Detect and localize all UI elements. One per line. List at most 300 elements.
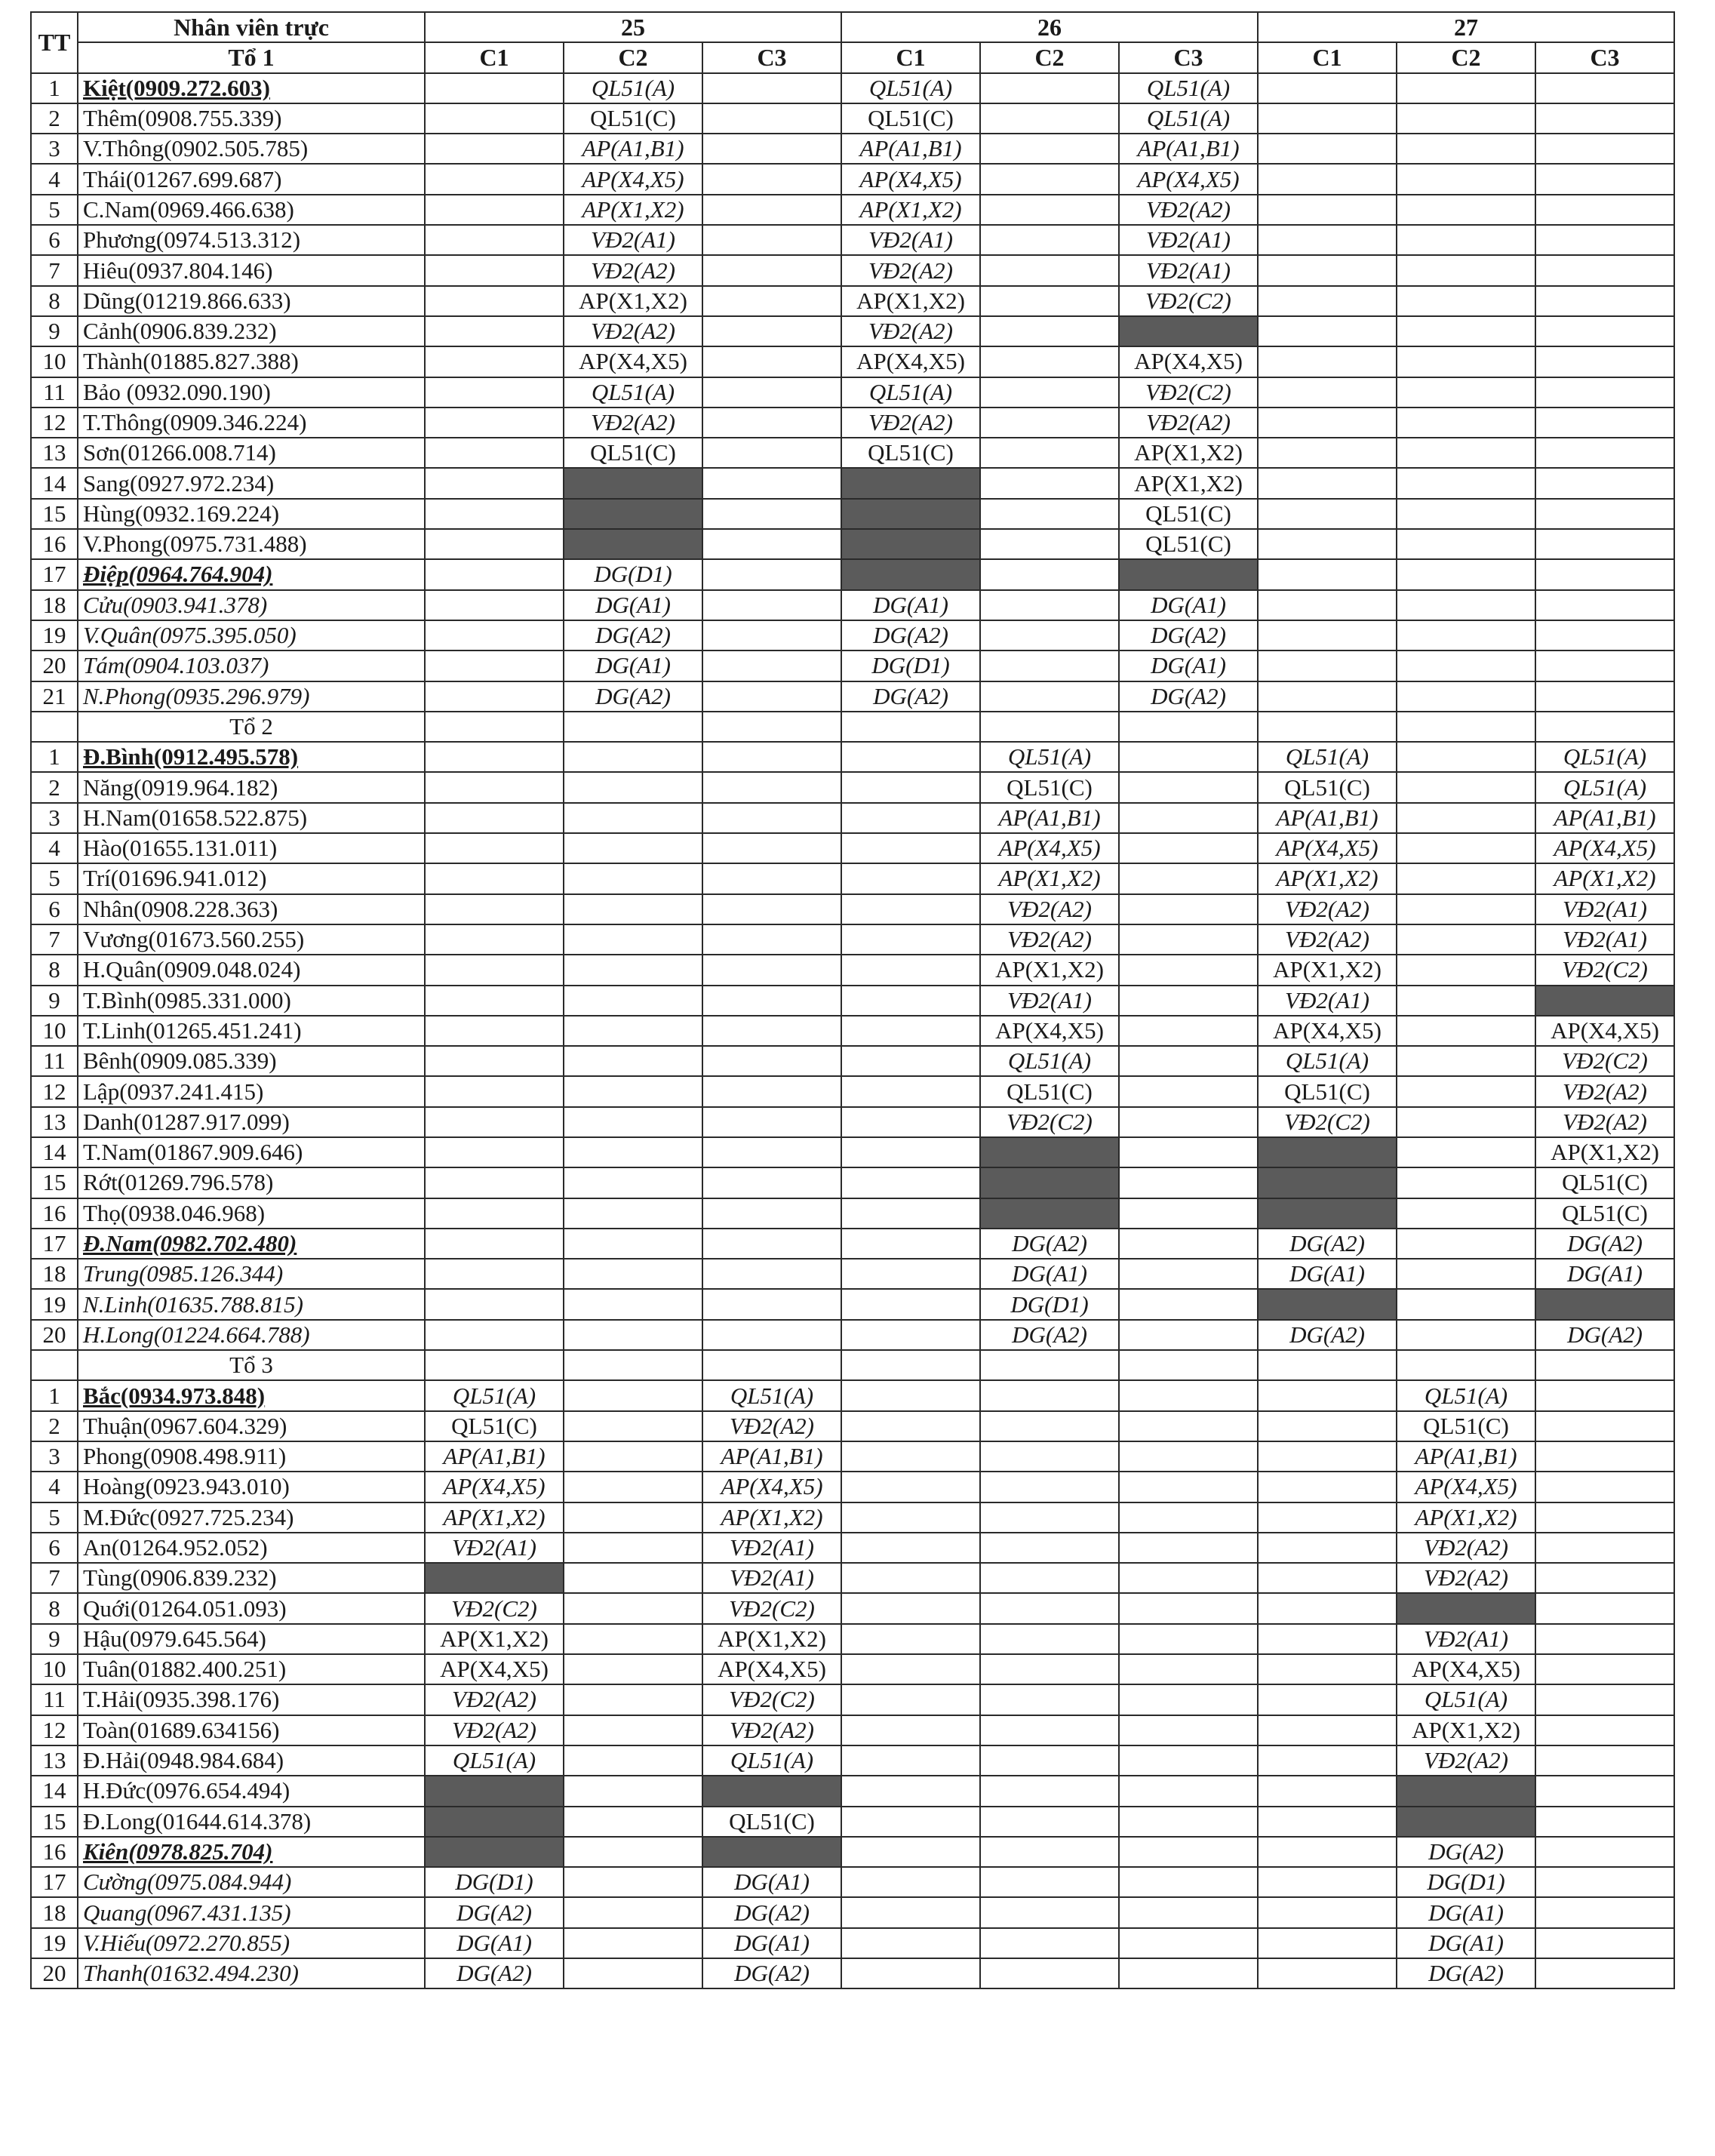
empty-cell xyxy=(1119,1441,1258,1472)
empty-cell xyxy=(564,924,702,955)
empty-cell xyxy=(980,1654,1119,1684)
empty-cell xyxy=(1535,408,1674,438)
staff-name xyxy=(78,803,425,833)
empty-cell xyxy=(980,1533,1119,1563)
empty-cell xyxy=(564,1016,702,1046)
assignment-cell: QL51(C) xyxy=(564,438,702,468)
row-number: 17 xyxy=(31,1229,78,1259)
assignment-cell: QL51(A) xyxy=(1535,772,1674,802)
empty-cell xyxy=(425,863,564,893)
staff-name-text: Quới(01264.051.093) xyxy=(83,1595,287,1622)
empty-cell xyxy=(1119,1958,1258,1988)
staff-name-text: Bênh(0909.085.339) xyxy=(83,1047,277,1075)
empty-cell xyxy=(564,1837,702,1867)
staff-name xyxy=(78,438,425,468)
staff-row xyxy=(31,1198,1674,1229)
empty-cell xyxy=(1535,1593,1674,1623)
shift-header: C2 xyxy=(980,42,1119,72)
assignment-cell: VĐ2(A1) xyxy=(1119,225,1258,255)
empty-cell xyxy=(980,225,1119,255)
row-number: 10 xyxy=(31,1016,78,1046)
shift-header: C2 xyxy=(564,42,702,72)
empty-cell xyxy=(1119,1046,1258,1076)
staff-row xyxy=(31,1593,1674,1623)
empty-cell xyxy=(1258,1441,1397,1472)
empty-cell xyxy=(1119,1016,1258,1046)
shaded-off-cell xyxy=(980,1198,1119,1229)
empty-cell xyxy=(702,164,841,194)
shift-header: C3 xyxy=(1535,42,1674,72)
shift-header: C3 xyxy=(702,42,841,72)
assignment-cell: QL51(A) xyxy=(1119,103,1258,134)
empty-cell xyxy=(564,1715,702,1745)
assignment-cell: AP(X4,X5) xyxy=(1397,1654,1535,1684)
row-number: 13 xyxy=(31,1745,78,1776)
row-number: 4 xyxy=(31,833,78,863)
empty-cell xyxy=(980,1380,1119,1410)
empty-cell xyxy=(702,1137,841,1167)
row-number: 4 xyxy=(31,164,78,194)
empty-cell xyxy=(425,650,564,681)
empty-cell xyxy=(1119,863,1258,893)
empty-cell xyxy=(980,408,1119,438)
empty-cell xyxy=(1119,712,1258,742)
staff-name xyxy=(78,1259,425,1289)
shaded-off-cell xyxy=(1535,986,1674,1016)
staff-name-text: T.Thông(0909.346.224) xyxy=(83,409,307,435)
staff-name xyxy=(78,377,425,408)
empty-cell xyxy=(1397,590,1535,620)
staff-row xyxy=(31,742,1674,772)
staff-name xyxy=(78,590,425,620)
shaded-off-cell xyxy=(1258,1137,1397,1167)
assignment-cell: VĐ2(A2) xyxy=(702,1715,841,1745)
staff-name-text: M.Đức(0927.725.234) xyxy=(83,1503,294,1530)
assignment-cell: VĐ2(C2) xyxy=(980,1107,1119,1137)
staff-name xyxy=(78,924,425,955)
staff-row xyxy=(31,833,1674,863)
empty-cell xyxy=(1535,1807,1674,1837)
empty-cell xyxy=(1258,1411,1397,1441)
assignment-cell: DG(A2) xyxy=(425,1958,564,1988)
empty-cell xyxy=(702,1107,841,1137)
empty-cell xyxy=(1258,103,1397,134)
staff-name-text: Thanh(01632.494.230) xyxy=(83,1960,299,1987)
staff-name-text: Hào(01655.131.011) xyxy=(83,835,278,862)
assignment-cell: AP(X1,X2) xyxy=(1397,1502,1535,1533)
assignment-cell: AP(X4,X5) xyxy=(980,833,1119,863)
row-number: 15 xyxy=(31,1807,78,1837)
assignment-cell: DG(A2) xyxy=(841,681,980,712)
roster-header xyxy=(31,12,1674,73)
row-number: 21 xyxy=(31,681,78,712)
empty-cell xyxy=(980,1502,1119,1533)
staff-name xyxy=(78,620,425,650)
assignment-cell: AP(X4,X5) xyxy=(564,164,702,194)
empty-cell xyxy=(1258,1867,1397,1897)
staff-name xyxy=(78,1593,425,1623)
empty-cell xyxy=(425,1198,564,1229)
assignment-cell: VĐ2(A1) xyxy=(1119,255,1258,285)
empty-cell xyxy=(425,195,564,225)
header-row-shifts xyxy=(31,42,1674,72)
empty-cell xyxy=(1258,620,1397,650)
staff-name xyxy=(78,894,425,924)
assignment-cell: DG(D1) xyxy=(1397,1867,1535,1897)
empty-cell xyxy=(1535,1350,1674,1380)
staff-name xyxy=(78,103,425,134)
empty-cell xyxy=(1535,1654,1674,1684)
empty-cell xyxy=(1258,438,1397,468)
assignment-cell: QL51(A) xyxy=(702,1380,841,1410)
row-number: 10 xyxy=(31,346,78,377)
empty-cell xyxy=(1397,1320,1535,1350)
staff-name xyxy=(78,955,425,985)
shaded-off-cell xyxy=(702,1837,841,1867)
empty-cell xyxy=(425,803,564,833)
empty-cell xyxy=(1397,1167,1535,1198)
assignment-cell: QL51(A) xyxy=(702,1745,841,1776)
staff-row xyxy=(31,559,1674,589)
empty-cell xyxy=(1119,1593,1258,1623)
empty-cell xyxy=(1119,1107,1258,1137)
empty-cell xyxy=(1119,1502,1258,1533)
assignment-cell: DG(A1) xyxy=(702,1928,841,1958)
staff-name xyxy=(78,1624,425,1654)
assignment-cell: AP(X1,X2) xyxy=(702,1624,841,1654)
assignment-cell: QL51(C) xyxy=(1535,1167,1674,1198)
staff-name xyxy=(78,1380,425,1410)
empty-cell xyxy=(1535,255,1674,285)
empty-cell xyxy=(425,499,564,529)
empty-cell xyxy=(1119,1198,1258,1229)
assignment-cell: VĐ2(A2) xyxy=(1119,195,1258,225)
staff-row xyxy=(31,164,1674,194)
empty-cell xyxy=(980,590,1119,620)
assignment-cell: AP(X4,X5) xyxy=(1535,833,1674,863)
empty-cell xyxy=(841,1046,980,1076)
row-number: 2 xyxy=(31,1411,78,1441)
staff-name-text: N.Phong(0935.296.979) xyxy=(83,682,310,709)
empty-cell xyxy=(1258,255,1397,285)
staff-name-text: Trung(0985.126.344) xyxy=(83,1260,284,1287)
empty-cell xyxy=(980,255,1119,285)
empty-cell xyxy=(1258,286,1397,316)
staff-row xyxy=(31,195,1674,225)
empty-cell xyxy=(425,438,564,468)
empty-cell xyxy=(1119,1411,1258,1441)
empty-cell xyxy=(841,1137,980,1167)
assignment-cell: QL51(A) xyxy=(425,1380,564,1410)
shift-header: C1 xyxy=(425,42,564,72)
assignment-cell: VĐ2(A2) xyxy=(564,408,702,438)
row-number: 1 xyxy=(31,742,78,772)
row-number: 20 xyxy=(31,1958,78,1988)
empty-cell xyxy=(1119,1654,1258,1684)
empty-cell xyxy=(702,408,841,438)
empty-cell xyxy=(564,1198,702,1229)
shaded-off-cell xyxy=(1397,1807,1535,1837)
staff-name xyxy=(78,499,425,529)
empty-cell xyxy=(425,529,564,559)
shaded-off-cell xyxy=(1397,1776,1535,1806)
staff-row xyxy=(31,1533,1674,1563)
empty-cell xyxy=(1397,408,1535,438)
staff-name xyxy=(78,681,425,712)
row-number: 6 xyxy=(31,1533,78,1563)
staff-name xyxy=(78,1958,425,1988)
duty-roster-table xyxy=(30,11,1675,1989)
empty-cell xyxy=(564,863,702,893)
empty-cell xyxy=(1258,1654,1397,1684)
assignment-cell: AP(X4,X5) xyxy=(1258,1016,1397,1046)
empty-cell xyxy=(1258,1472,1397,1502)
empty-cell xyxy=(841,742,980,772)
assignment-cell: QL51(C) xyxy=(564,103,702,134)
empty-cell xyxy=(1535,1441,1674,1472)
assignment-cell: DG(A1) xyxy=(564,590,702,620)
group-title: Tổ 2 xyxy=(78,712,425,742)
empty-cell xyxy=(564,1624,702,1654)
row-number: 5 xyxy=(31,863,78,893)
empty-cell xyxy=(1258,1958,1397,1988)
empty-cell xyxy=(980,1745,1119,1776)
empty-cell xyxy=(564,1533,702,1563)
staff-name xyxy=(78,1928,425,1958)
empty-cell xyxy=(1397,1046,1535,1076)
empty-cell xyxy=(702,772,841,802)
empty-cell xyxy=(702,529,841,559)
staff-row xyxy=(31,1684,1674,1715)
empty-cell xyxy=(702,377,841,408)
empty-cell xyxy=(702,499,841,529)
assignment-cell: DG(D1) xyxy=(841,650,980,681)
empty-cell xyxy=(841,1167,980,1198)
empty-cell xyxy=(841,894,980,924)
empty-cell xyxy=(980,438,1119,468)
staff-name-text: V.Thông(0902.505.785) xyxy=(83,135,309,162)
empty-cell xyxy=(1119,986,1258,1016)
empty-cell xyxy=(1119,1776,1258,1806)
shaded-off-cell xyxy=(1397,1593,1535,1623)
assignment-cell: QL51(C) xyxy=(980,772,1119,802)
row-number: 9 xyxy=(31,1624,78,1654)
assignment-cell: AP(X1,X2) xyxy=(980,863,1119,893)
empty-cell xyxy=(1258,1745,1397,1776)
empty-cell xyxy=(1258,1533,1397,1563)
empty-cell xyxy=(1397,833,1535,863)
shift-header: C1 xyxy=(1258,42,1397,72)
empty-cell xyxy=(564,1745,702,1776)
assignment-cell: VĐ2(A1) xyxy=(1535,924,1674,955)
empty-cell xyxy=(841,1807,980,1837)
row-number: 18 xyxy=(31,590,78,620)
empty-cell xyxy=(564,1259,702,1289)
assignment-cell: DG(A2) xyxy=(1535,1229,1674,1259)
row-number: 14 xyxy=(31,1776,78,1806)
shaded-off-cell xyxy=(1258,1198,1397,1229)
empty-cell xyxy=(1119,1076,1258,1106)
row-number: 9 xyxy=(31,316,78,346)
empty-cell xyxy=(1397,499,1535,529)
staff-header: Nhân viên trực xyxy=(78,12,425,42)
empty-cell xyxy=(425,1076,564,1106)
staff-name xyxy=(78,255,425,285)
staff-row xyxy=(31,316,1674,346)
empty-cell xyxy=(702,590,841,620)
assignment-cell: VĐ2(A2) xyxy=(1258,924,1397,955)
staff-name xyxy=(78,1533,425,1563)
empty-cell xyxy=(1397,164,1535,194)
assignment-cell: VĐ2(A1) xyxy=(425,1533,564,1563)
assignment-cell: AP(X1,X2) xyxy=(1397,1715,1535,1745)
staff-name xyxy=(78,1563,425,1593)
empty-cell xyxy=(1535,346,1674,377)
empty-cell xyxy=(841,1867,980,1897)
row-number: 12 xyxy=(31,1076,78,1106)
empty-cell xyxy=(1119,955,1258,985)
staff-name xyxy=(78,408,425,438)
assignment-cell: QL51(C) xyxy=(1535,1198,1674,1229)
empty-cell xyxy=(1535,1837,1674,1867)
empty-cell xyxy=(1119,742,1258,772)
group-header-row xyxy=(31,712,1674,742)
empty-cell xyxy=(1535,164,1674,194)
staff-row xyxy=(31,225,1674,255)
empty-cell xyxy=(1535,134,1674,164)
empty-cell xyxy=(1258,590,1397,620)
staff-name-text: Thêm(0908.755.339) xyxy=(83,105,282,132)
empty-cell xyxy=(1397,712,1535,742)
empty-cell xyxy=(1119,1684,1258,1715)
empty-cell xyxy=(425,346,564,377)
group-header-blank xyxy=(31,1350,78,1380)
empty-cell xyxy=(1397,73,1535,103)
assignment-cell: DG(A1) xyxy=(425,1928,564,1958)
empty-cell xyxy=(980,286,1119,316)
empty-cell xyxy=(1397,316,1535,346)
assignment-cell: QL51(A) xyxy=(1258,742,1397,772)
empty-cell xyxy=(841,1229,980,1259)
empty-cell xyxy=(1119,1897,1258,1927)
shaded-off-cell xyxy=(841,499,980,529)
assignment-cell: DG(A2) xyxy=(1258,1320,1397,1350)
row-number: 11 xyxy=(31,1046,78,1076)
empty-cell xyxy=(1535,1380,1674,1410)
empty-cell xyxy=(702,468,841,498)
empty-cell xyxy=(841,1897,980,1927)
empty-cell xyxy=(1535,712,1674,742)
staff-row xyxy=(31,468,1674,498)
empty-cell xyxy=(564,1167,702,1198)
staff-row xyxy=(31,1472,1674,1502)
empty-cell xyxy=(1258,1380,1397,1410)
empty-cell xyxy=(980,1411,1119,1441)
staff-row xyxy=(31,438,1674,468)
assignment-cell: VĐ2(C2) xyxy=(702,1684,841,1715)
staff-name-text: Trí(01696.941.012) xyxy=(83,865,267,892)
empty-cell xyxy=(425,286,564,316)
empty-cell xyxy=(980,164,1119,194)
empty-cell xyxy=(1397,103,1535,134)
staff-name-text: Hiêu(0937.804.146) xyxy=(83,257,273,284)
empty-cell xyxy=(980,1684,1119,1715)
empty-cell xyxy=(1258,1563,1397,1593)
empty-cell xyxy=(1535,103,1674,134)
assignment-cell: VĐ2(A1) xyxy=(1397,1624,1535,1654)
empty-cell xyxy=(841,986,980,1016)
empty-cell xyxy=(841,1289,980,1319)
staff-name xyxy=(78,1046,425,1076)
assignment-cell: QL51(C) xyxy=(1258,772,1397,802)
empty-cell xyxy=(1397,468,1535,498)
staff-name-text: Tuân(01882.400.251) xyxy=(83,1656,287,1683)
staff-name-text: Hùng(0932.169.224) xyxy=(83,500,280,527)
empty-cell xyxy=(1119,1259,1258,1289)
assignment-cell: AP(X4,X5) xyxy=(425,1654,564,1684)
staff-row xyxy=(31,1411,1674,1441)
staff-name xyxy=(78,833,425,863)
empty-cell xyxy=(841,1563,980,1593)
assignment-cell: DG(D1) xyxy=(425,1867,564,1897)
empty-cell xyxy=(425,772,564,802)
shaded-off-cell xyxy=(425,1807,564,1837)
row-number: 17 xyxy=(31,559,78,589)
staff-name-text: H.Đức(0976.654.494) xyxy=(83,1777,290,1804)
assignment-cell: VĐ2(A2) xyxy=(841,408,980,438)
empty-cell xyxy=(980,468,1119,498)
staff-row xyxy=(31,1807,1674,1837)
staff-name xyxy=(78,468,425,498)
empty-cell xyxy=(1258,650,1397,681)
staff-name xyxy=(78,1897,425,1927)
empty-cell xyxy=(702,1229,841,1259)
shaded-off-cell xyxy=(564,468,702,498)
assignment-cell: DG(A1) xyxy=(1535,1259,1674,1289)
assignment-cell: AP(X1,X2) xyxy=(702,1502,841,1533)
empty-cell xyxy=(1119,1563,1258,1593)
empty-cell xyxy=(841,1441,980,1472)
empty-cell xyxy=(1535,620,1674,650)
assignment-cell: VĐ2(A2) xyxy=(564,255,702,285)
empty-cell xyxy=(702,1076,841,1106)
staff-row xyxy=(31,1654,1674,1684)
assignment-cell: DG(A1) xyxy=(1258,1259,1397,1289)
empty-cell xyxy=(1397,772,1535,802)
empty-cell xyxy=(1258,346,1397,377)
staff-name-text: V.Quân(0975.395.050) xyxy=(83,622,297,649)
empty-cell xyxy=(425,742,564,772)
assignment-cell: AP(X4,X5) xyxy=(980,1016,1119,1046)
empty-cell xyxy=(841,1958,980,1988)
assignment-cell: VĐ2(A2) xyxy=(1397,1533,1535,1563)
empty-cell xyxy=(1397,620,1535,650)
staff-name-text: Kiên(0978.825.704) xyxy=(83,1838,273,1865)
staff-row xyxy=(31,681,1674,712)
staff-name xyxy=(78,346,425,377)
empty-cell xyxy=(841,1380,980,1410)
empty-cell xyxy=(1535,438,1674,468)
assignment-cell: VĐ2(A2) xyxy=(1397,1563,1535,1593)
staff-row xyxy=(31,1167,1674,1198)
empty-cell xyxy=(1258,195,1397,225)
assignment-cell: AP(X1,X2) xyxy=(1535,863,1674,893)
empty-cell xyxy=(1258,73,1397,103)
staff-name-text: V.Hiếu(0972.270.855) xyxy=(83,1929,290,1956)
staff-name xyxy=(78,1320,425,1350)
row-number: 18 xyxy=(31,1259,78,1289)
empty-cell xyxy=(425,73,564,103)
